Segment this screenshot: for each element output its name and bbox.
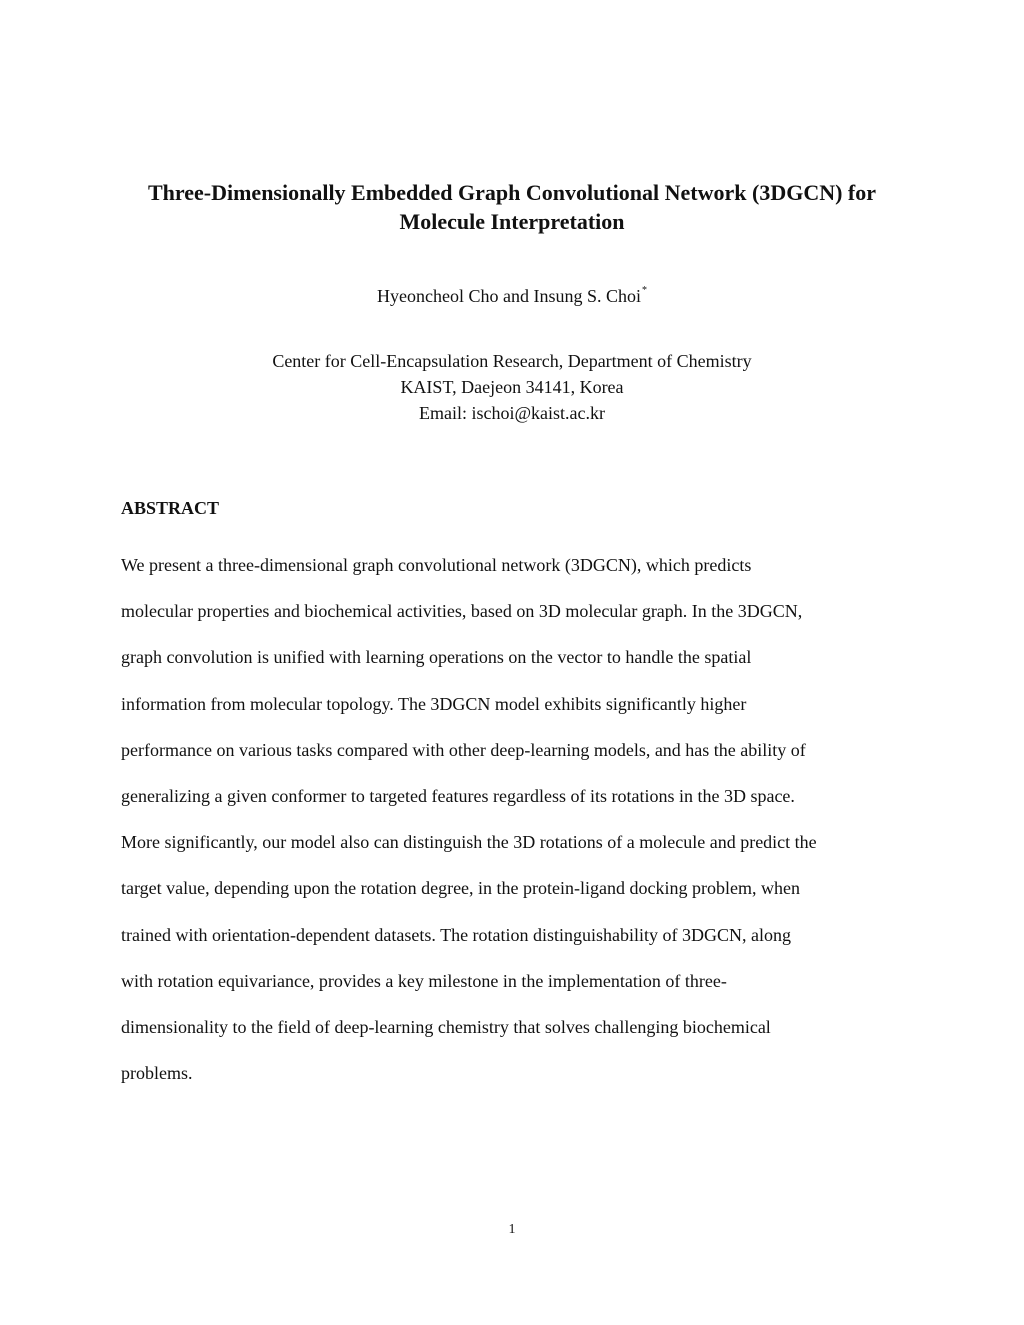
corresponding-author-mark: * (641, 285, 647, 296)
abstract-line: graph convolution is unified with learning operations on the vector to handle the spatial (121, 647, 752, 668)
abstract-line: trained with orientation-dependent datasets. The rotation distinguishability of 3DGCN, along (121, 924, 792, 945)
abstract-line: information from molecular topology. The 3DGCN model exhibits significantly higher (121, 693, 747, 714)
paper-title (0, 178, 1024, 236)
authors-text: Hyeoncheol Cho and Insung S. Choi (377, 286, 641, 306)
affiliation-line: Center for Cell-Encapsulation Research, Department of Chemistry (272, 351, 752, 371)
abstract-line: generalizing a given conformer to targeted features regardless of its rotations in the 3D space. (121, 786, 795, 807)
title-line: Three-Dimensionally Embedded Graph Convolutional Network (3DGCN) for (147, 180, 877, 205)
abstract-body (121, 542, 911, 1096)
abstract-line: molecular properties and biochemical activities, based on 3D molecular graph. In the 3DGCN, (121, 601, 803, 622)
contact-email: Email: ischoi@kaist.ac.kr (418, 403, 606, 423)
affiliation-line: KAIST, Daejeon 34141, Korea (400, 377, 624, 397)
author-list (0, 279, 1024, 308)
abstract-line: dimensionality to the field of deep-learning chemistry that solves challenging biochemical (121, 1017, 771, 1038)
page-number: 1 (508, 1222, 516, 1237)
abstract-line: with rotation equivariance, provides a key milestone in the implementation of three- (121, 970, 727, 991)
abstract-line: More significantly, our model also can distinguish the 3D rotations of a molecule and predict the (121, 832, 817, 853)
abstract-line: problems. (121, 1063, 193, 1084)
affiliation-block (0, 348, 1024, 426)
abstract-heading: ABSTRACT (121, 498, 220, 518)
abstract-line: We present a three-dimensional graph convolutional network (3DGCN), which predicts (121, 555, 752, 575)
abstract-line: target value, depending upon the rotation degree, in the protein-ligand docking problem, when (121, 878, 800, 899)
abstract-line: performance on various tasks compared with other deep-learning models, and has the ability of (121, 739, 806, 760)
title-line: Molecule Interpretation (399, 209, 625, 234)
